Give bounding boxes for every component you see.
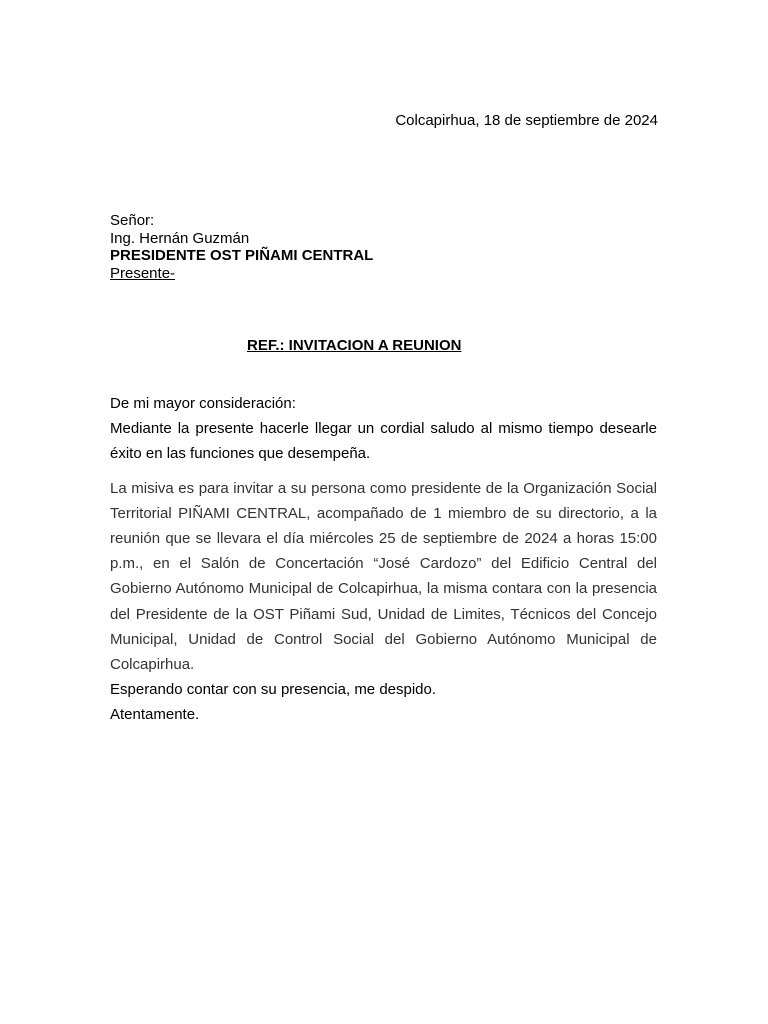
- recipient-salutation: Señor:: [110, 212, 155, 229]
- intro-paragraph: Mediante la presente hacerle llegar un cordial saludo al mismo tiempo desearle éxito en las funciones que desempeña.: [110, 420, 657, 463]
- reference-line: REF.: INVITACION A REUNION: [247, 337, 462, 354]
- recipient-presente: Presente-: [110, 264, 176, 282]
- letter-body: [110, 391, 657, 728]
- recipient-block: [110, 212, 373, 282]
- recipient-name: Ing. Hernán Guzmán: [110, 229, 250, 247]
- sign-off: Atentamente.: [110, 706, 200, 724]
- date-line: Colcapirhua, 18 de septiembre de 2024: [395, 112, 658, 129]
- greeting-line: De mi mayor consideración:: [110, 395, 296, 412]
- closing-line: Esperando contar con su presencia, me despido.: [110, 681, 437, 699]
- main-paragraph: La misiva es para invitar a su persona como presidente de la Organización Social Territorial PIÑAMI CENTRAL, acompañado de 1 miembro de su directorio, a la reunión que se llevara el día miércoles 25 de septiembre de 2024 a horas 15:00 p.m., en el Salón de Concertación “José Cardozo” del Edificio Central del Gobierno Autónomo Municipal de Colcapirhua, la misma contara con la presencia del Presidente de la OST Piñami Sud, Unidad de Limites, Técnicos del Concejo Municipal, Unidad de Control Social del Gobierno Autónomo Municipal de Colcapirhua.: [110, 479, 657, 674]
- recipient-title: PRESIDENTE OST PIÑAMI CENTRAL: [110, 247, 374, 264]
